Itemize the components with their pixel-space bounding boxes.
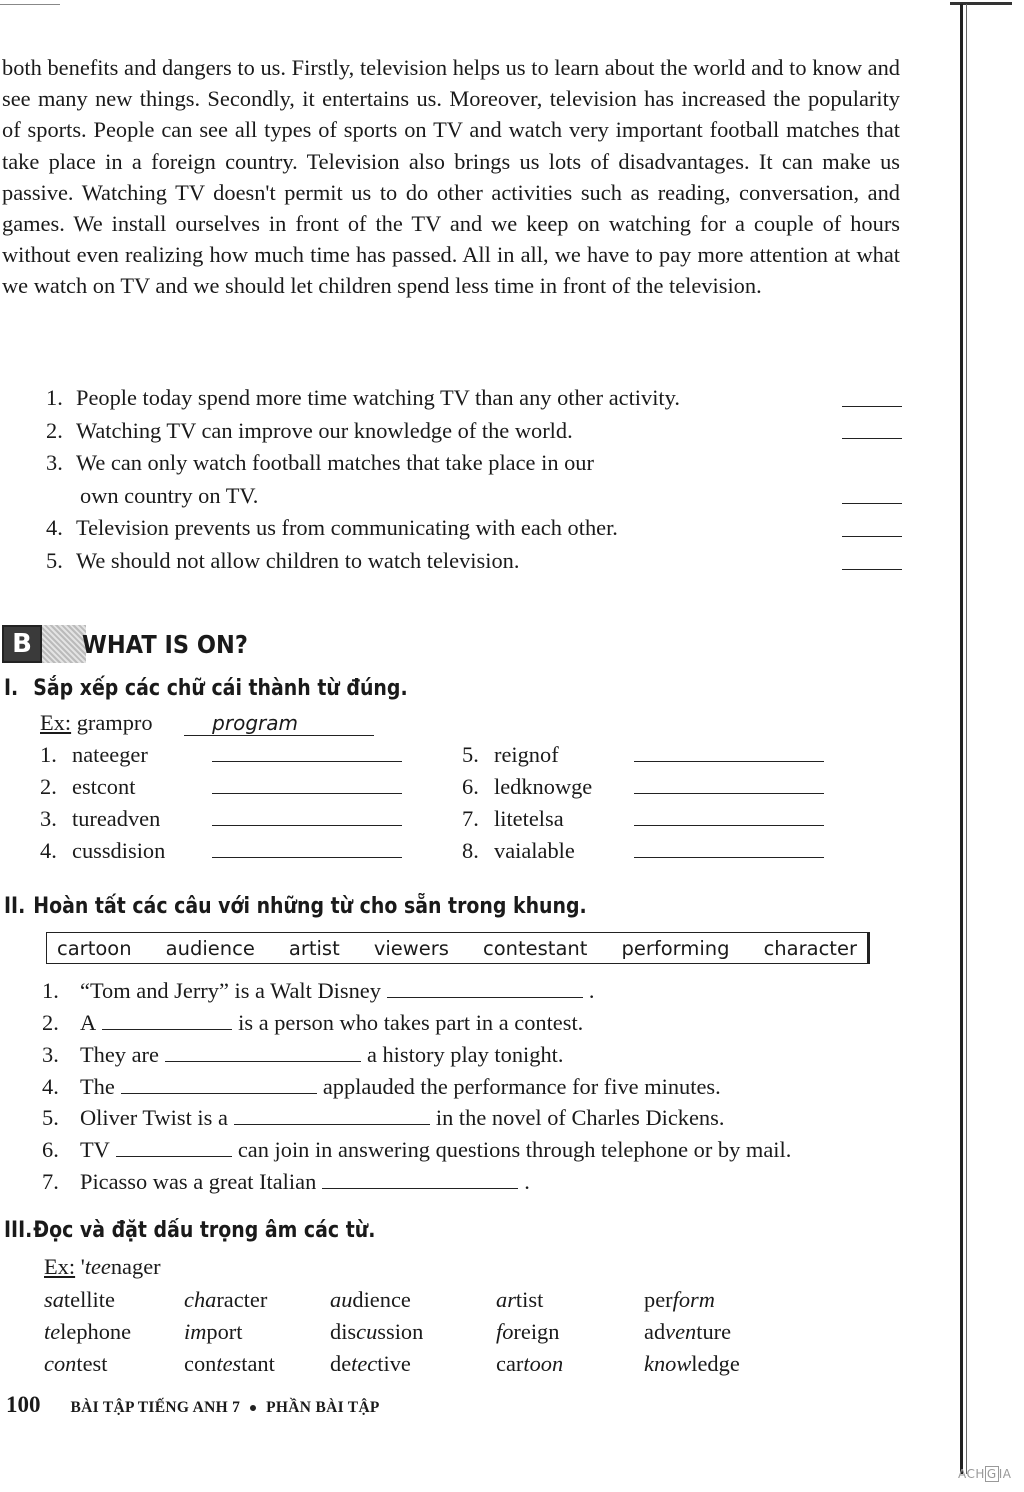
sentence-1 <box>42 978 595 1004</box>
tf-item-3 <box>46 447 902 480</box>
tf-number: 4. <box>46 515 63 541</box>
tf-answer-blank[interactable] <box>842 406 902 407</box>
binding-line <box>960 4 963 1474</box>
answer-blank[interactable] <box>634 774 824 794</box>
tf-item-2 <box>46 415 902 448</box>
sentence-text: Picasso was a great Italian <box>80 1169 317 1194</box>
tf-number: 3. <box>46 450 63 476</box>
sentence-text: applauded the performance for five minutes. <box>322 1074 721 1099</box>
answer-blank[interactable] <box>634 806 824 826</box>
sentence-text: “Tom and Jerry” is a Walt Disney <box>80 978 381 1003</box>
item-number: 2. <box>42 1010 59 1035</box>
sentence-text: TV <box>80 1137 110 1162</box>
answer-blank[interactable] <box>634 742 824 762</box>
item-number: 2. <box>40 774 57 799</box>
box-word: audience <box>165 936 255 960</box>
item-number: 3. <box>40 806 57 831</box>
stress-word: character <box>184 1287 268 1312</box>
stress-word: satellite <box>44 1287 115 1312</box>
tf-item-3-cont <box>46 480 902 513</box>
scramble-item-2 <box>40 774 402 800</box>
word-box <box>46 932 870 964</box>
box-word: performing <box>621 936 730 960</box>
scramble-item-4 <box>40 838 402 864</box>
sentence-text: a history play tonight. <box>366 1042 564 1067</box>
tf-number: 1. <box>46 385 63 410</box>
tf-number: 2. <box>46 417 63 443</box>
answer-blank[interactable] <box>234 1105 430 1125</box>
sentence-text: in the novel of Charles Dickens. <box>435 1105 725 1130</box>
example-label: Ex: <box>44 1254 76 1279</box>
example-scrambled: grampro <box>76 710 153 735</box>
scrambled-word: litetelsa <box>494 806 564 831</box>
item-number: 5. <box>42 1105 59 1130</box>
stress-word: import <box>184 1319 243 1344</box>
answer-blank[interactable] <box>121 1074 317 1094</box>
stress-word: telephone <box>44 1319 132 1344</box>
tf-item-1 <box>46 382 902 415</box>
stress-word: contestant <box>184 1351 275 1376</box>
stress-word-grid <box>44 1284 794 1380</box>
stress-word: perform <box>644 1287 715 1312</box>
tf-answer-blank[interactable] <box>842 536 902 537</box>
tf-answer-blank[interactable] <box>842 438 902 439</box>
scramble-item-5 <box>462 742 824 768</box>
sentence-text: The <box>80 1074 115 1099</box>
part-1-example <box>40 710 374 736</box>
tf-statement: People today spend more time watching TV than any other activity. <box>76 385 680 410</box>
stress-word: contest <box>44 1351 108 1376</box>
sentence-text: is a person who takes part in a contest. <box>238 1010 584 1035</box>
part-2-number: II. <box>4 894 26 919</box>
scrambled-word: vaialable <box>494 838 575 863</box>
scrambled-word: tureadven <box>72 806 161 831</box>
box-word: viewers <box>373 936 449 960</box>
tf-statement: We should not allow children to watch television. <box>76 547 520 573</box>
stress-word: discussion <box>330 1319 424 1344</box>
tf-item-4 <box>46 512 902 545</box>
page-footer <box>6 1392 380 1418</box>
sentence-text: Oliver Twist is a <box>80 1105 228 1130</box>
item-number: 5. <box>462 742 479 767</box>
answer-blank[interactable] <box>212 838 402 858</box>
stress-word: artist <box>496 1287 544 1312</box>
part-1-number: I. <box>4 676 19 701</box>
part-3-example <box>44 1254 161 1280</box>
sentence-4 <box>42 1074 721 1100</box>
box-word: cartoon <box>57 936 132 960</box>
sentence-7 <box>42 1169 530 1195</box>
stress-word: adventure <box>644 1319 732 1344</box>
item-number: 7. <box>462 806 479 831</box>
answer-blank[interactable] <box>212 774 402 794</box>
tf-statement: We can only watch football matches that take place in our <box>76 450 594 476</box>
stress-word: knowledge <box>644 1351 740 1376</box>
scramble-item-8 <box>462 838 824 864</box>
sentence-text: . <box>588 978 595 1003</box>
item-number: 4. <box>40 838 57 863</box>
item-number: 3. <box>42 1042 59 1067</box>
answer-blank[interactable] <box>212 742 402 762</box>
scramble-item-3 <box>40 806 402 832</box>
scrambled-word: nateeger <box>72 742 148 767</box>
sentence-text: . <box>524 1169 530 1194</box>
scramble-item-6 <box>462 774 824 800</box>
page-number: 100 <box>6 1392 41 1417</box>
section-band <box>42 625 86 663</box>
scrambled-word: cussdision <box>72 838 166 863</box>
item-number: 1. <box>40 742 57 767</box>
tf-statement: Television prevents us from communicating with each other. <box>76 515 618 541</box>
item-number: 8. <box>462 838 479 863</box>
sentence-2 <box>42 1010 583 1036</box>
stressed-syllable: tee <box>84 1254 111 1279</box>
tf-answer-blank[interactable] <box>842 569 902 570</box>
true-false-list <box>46 382 902 578</box>
part-3-heading <box>4 1218 375 1243</box>
answer-blank[interactable] <box>212 806 402 826</box>
sentence-text: They are <box>80 1042 159 1067</box>
stress-word: cartoon <box>496 1351 564 1376</box>
top-rule <box>0 4 60 5</box>
part-1-heading <box>4 676 408 701</box>
answer-blank[interactable] <box>102 1010 232 1030</box>
scrambled-word: reignof <box>494 742 559 767</box>
answer-blank[interactable] <box>116 1137 232 1157</box>
item-number: 1. <box>42 978 59 1003</box>
example-answer: program <box>184 711 374 736</box>
stress-word: audience <box>330 1287 411 1312</box>
sentence-3 <box>42 1042 563 1068</box>
stress-mark: ' <box>80 1254 85 1279</box>
sentence-5 <box>42 1105 724 1131</box>
tf-answer-blank[interactable] <box>842 503 902 504</box>
scrambled-word: ledknowge <box>494 774 593 799</box>
section-title: WHAT IS ON? <box>82 629 248 659</box>
answer-blank[interactable] <box>387 978 583 998</box>
part-3-number: III. <box>4 1218 33 1243</box>
bullet-icon <box>250 1405 256 1411</box>
answer-blank[interactable] <box>165 1042 361 1062</box>
section-letter: B <box>2 625 42 663</box>
section-b-header <box>2 624 266 664</box>
answer-blank[interactable] <box>322 1169 518 1189</box>
sentence-text: can join in answering questions through telephone or by mail. <box>237 1137 792 1162</box>
scramble-item-1 <box>40 742 402 768</box>
book-title: BÀI TẬP TIẾNG ANH 7 PHẦN BÀI TẬP <box>70 1399 380 1416</box>
stress-word: detective <box>330 1351 411 1376</box>
tf-statement-continued: own country on TV. <box>80 482 259 508</box>
sentence-6 <box>42 1137 791 1163</box>
reading-passage: both benefits and dangers to us. Firstly, television helps us to learn about the world and to know and see many new things. Secondly, it entertains us. Moreover, television has increased the popularity of sports. People can see all types of sports on TV and watch very important football matches that take place in a foreign country. Television also brings us lots of disadvantages. It can make us passive. Watching TV doesn't permit us to do other activities such as reading, conversation, and games. We install ourselves in front of the TV and we keep on watching for a couple of hours without even realizing how much time has passed. All in all, we have to pay more attention at what we watch on TV and we should let children spend less time in front of the television. <box>2 55 900 299</box>
part-2-instruction: Hoàn tất các câu với những từ cho sẵn trong khung. <box>33 894 587 919</box>
tf-statement: Watching TV can improve our knowledge of the world. <box>76 417 573 443</box>
item-number: 4. <box>42 1074 59 1099</box>
item-number: 6. <box>42 1137 59 1162</box>
unstressed-syllables: nager <box>110 1254 161 1279</box>
tf-item-5 <box>46 545 902 578</box>
watermark: ACH G IA <box>958 1467 1012 1481</box>
scrambled-word: estcont <box>72 774 136 799</box>
stress-word: foreign <box>496 1319 560 1344</box>
binding-line-thin <box>966 4 967 1474</box>
item-number: 7. <box>42 1169 59 1194</box>
scramble-item-7 <box>462 806 824 832</box>
part-1-instruction: Sắp xếp các chữ cái thành từ đúng. <box>33 676 408 701</box>
box-word: character <box>763 936 857 960</box>
example-label: Ex: <box>40 710 72 735</box>
box-word: contestant <box>482 936 588 960</box>
part-2-heading <box>4 894 587 919</box>
answer-blank[interactable] <box>634 838 824 858</box>
tf-number: 5. <box>46 547 63 573</box>
sentence-text: A <box>80 1010 97 1035</box>
item-number: 6. <box>462 774 479 799</box>
box-word: artist <box>288 936 340 960</box>
part-3-instruction: Đọc và đặt dấu trọng âm các từ. <box>33 1218 376 1243</box>
